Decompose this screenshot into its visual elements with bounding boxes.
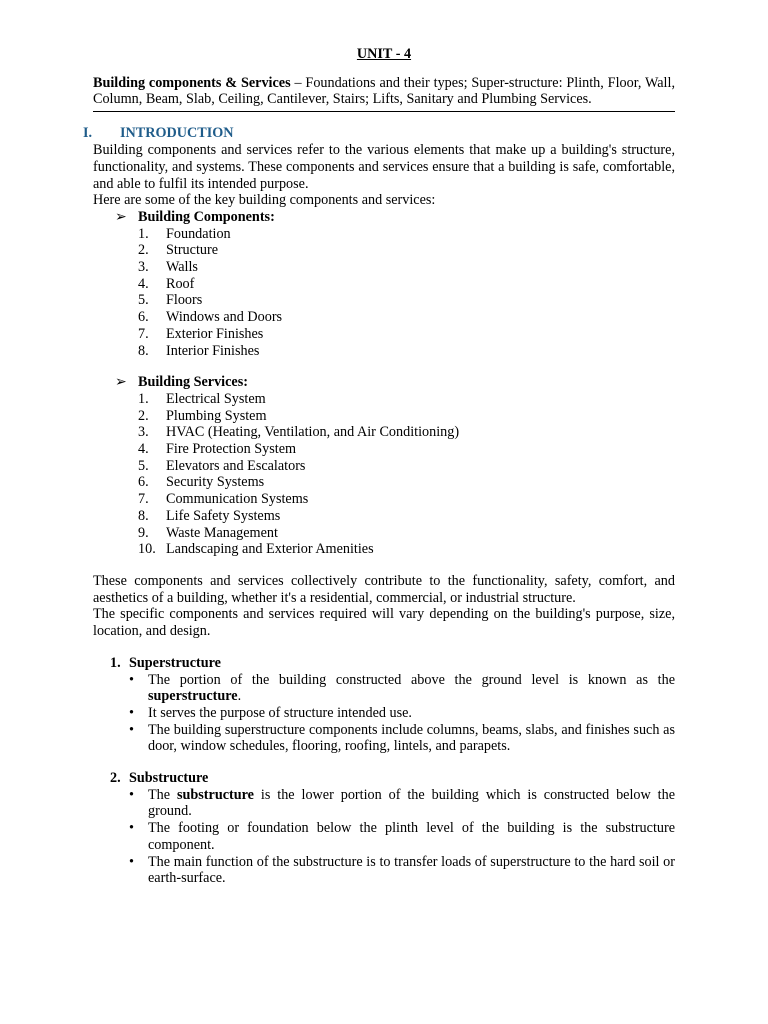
list-item [93,276,675,293]
bullet-text: The main function of the substructure is to transfer loads of superstructure to the hard soil or earth-surface. [148,853,675,887]
bullet-bold-term: substructure [176,786,254,803]
list-text: Foundation [166,225,231,242]
bullet-item [93,820,675,853]
list-item [93,508,675,525]
intro-lead: Here are some of the key building components and services: [93,192,436,209]
list-text: Waste Management [166,524,278,541]
list-number: 1. [138,390,149,407]
list-text: Communication Systems [166,491,309,508]
closing-paragraph: These components and services collectively contribute to the functionality, safety, comfort, and aesthetics of a building, whether it's a residential, commercial, or industrial structure. [93,572,675,606]
list-text: Roof [166,275,195,292]
list-number: 1. [138,225,149,242]
list-text: Plumbing System [166,407,267,424]
list-number: 7. [138,325,149,342]
list-text: HVAC (Heating, Ventilation, and Air Conditioning) [166,424,460,441]
list-number: 4. [138,275,149,292]
list-item [93,343,675,360]
components-heading-text: Building Components: [138,208,275,225]
bullet-bold-term: superstructure [148,688,238,705]
list-item [93,491,675,508]
section-heading-introduction [83,125,675,142]
spacer [93,755,675,770]
substructure-bullets [93,787,675,887]
bullet-icon: • [129,853,134,870]
arrow-bullet-icon: ➢ [115,374,127,391]
summary-bold: Building components & Services [93,74,291,91]
list-item [93,309,675,326]
list-text: Fire Protection System [166,441,297,458]
unit-summary [93,75,675,108]
services-list [93,391,675,558]
bullet-text: . [237,688,242,705]
bullet-text: The [148,786,177,803]
summary-divider [93,111,675,112]
list-text: Electrical System [166,390,266,407]
list-text: Security Systems [166,474,265,491]
list-text: Elevators and Escalators [166,457,306,474]
list-number: 5. [138,292,149,309]
list-item [93,424,675,441]
list-item [93,326,675,343]
list-item [93,242,675,259]
arrow-bullet-icon: ➢ [115,208,127,225]
list-item [93,408,675,425]
spacer [93,640,675,655]
page-content [83,46,676,887]
list-item [93,292,675,309]
bullet-item [93,722,675,755]
list-text: Windows and Doors [166,309,283,326]
list-text: Walls [166,259,198,276]
list-text: Life Safety Systems [166,507,281,524]
intro-paragraph: Building components and services refer to the various elements that make up a building's structure, functionality, and systems. These components and services ensure that a building is safe, comfortable, and able to fulfil its intended purpose. [93,142,675,192]
bullet-item [93,672,675,705]
bullet-icon: • [129,671,134,688]
list-number: 3. [138,259,149,276]
list-item [93,441,675,458]
list-item [93,541,675,558]
services-heading [93,374,675,391]
bullet-text: The footing or foundation below the plinth level of the building is the substructure component. [148,820,675,853]
list-number: 6. [138,309,149,326]
list-number: 5. [138,457,149,474]
heading-text: Superstructure [129,654,221,671]
bullet-item [93,854,675,887]
list-text: Floors [166,292,203,309]
list-number: 3. [138,424,149,441]
spacer [93,359,675,374]
bullet-item [93,787,675,820]
list-number: 8. [138,342,149,359]
list-item [93,458,675,475]
bullet-icon: • [129,786,134,803]
heading-number: 1. [110,654,121,671]
superstructure-bullets [93,672,675,756]
summary-text: – Foundations and their types; Super-structure: Plinth, Floor, Wall, Column, Beam, Slab, Ceiling, Cantilever, Stairs; Lifts, Sanitary and Plumbing Services. [93,74,675,108]
list-item [93,259,675,276]
list-item [93,474,675,491]
list-number: 2. [138,242,149,259]
components-heading [93,209,675,226]
services-heading-text: Building Services: [138,374,248,391]
list-number: 6. [138,474,149,491]
section-title: INTRODUCTION [120,125,234,142]
substructure-heading [93,770,675,787]
bullet-icon: • [129,704,134,721]
closing-paragraph: The specific components and services required will vary depending on the building's purpose, size, location, and design. [93,606,675,640]
list-item [93,525,675,542]
unit-title: UNIT - 4 [356,46,412,62]
list-item [93,226,675,243]
components-list [93,226,675,360]
bullet-text: It serves the purpose of structure intended use. [148,704,412,721]
list-text: Interior Finishes [166,342,260,359]
list-number: 10. [138,541,156,558]
superstructure-heading [93,655,675,672]
list-text: Landscaping and Exterior Amenities [166,541,374,558]
bullet-icon: • [129,721,134,738]
spacer [93,558,675,573]
list-text: Exterior Finishes [166,325,264,342]
list-item [93,391,675,408]
heading-number: 2. [110,770,121,787]
list-number: 2. [138,407,149,424]
list-number: 7. [138,491,149,508]
list-number: 8. [138,507,149,524]
bullet-text: The building superstructure components include columns, beams, slabs, and finishes such as door, window schedules, flooring, roofing, lintels, and parapets. [148,721,675,755]
bullet-item [93,705,675,722]
bullet-icon: • [129,820,134,837]
list-number: 9. [138,524,149,541]
section-number: I. [83,125,93,142]
list-text: Structure [166,242,219,259]
list-number: 4. [138,441,149,458]
bullet-text: is the lower portion of the building which is constructed below the ground. [148,786,676,820]
bullet-text: The portion of the building constructed above the ground level is known as the [148,671,675,688]
heading-text: Substructure [129,770,209,787]
